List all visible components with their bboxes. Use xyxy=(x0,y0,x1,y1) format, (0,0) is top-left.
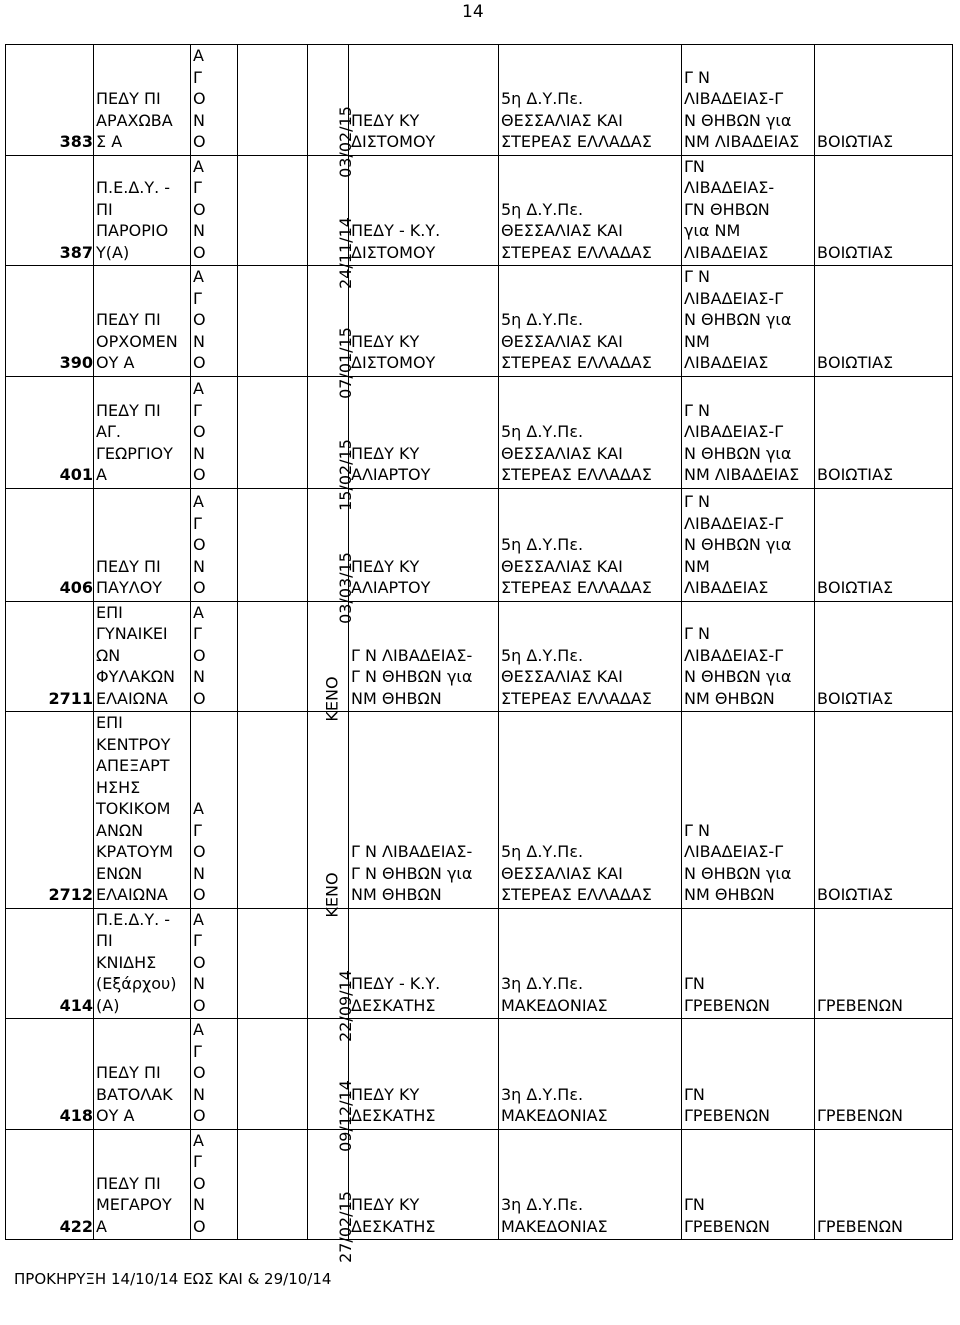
prefecture-cell: ΒΟΙΩΤΙΑΣ xyxy=(815,155,953,266)
code-cell: 383 xyxy=(6,45,94,156)
empty-cell xyxy=(238,1019,308,1130)
date-label: 03/02/15 xyxy=(335,106,355,178)
unit-type-cell: Α Γ Ο Ν Ο xyxy=(191,376,238,488)
unit-type-cell: Α Γ Ο Ν Ο xyxy=(191,155,238,266)
hospital-cell: Γ Ν ΛΙΒΑΔΕΙΑΣ-Γ Ν ΘΗΒΩΝ για ΝΜ ΛΙΒΑΔΕΙΑΣ xyxy=(682,266,815,377)
health-region-cell: 3η Δ.Υ.Πε. ΜΑΚΕΔΟΝΙΑΣ xyxy=(499,1129,682,1240)
unit-type-cell: Α Γ Ο Ν Ο xyxy=(191,601,238,712)
hospital-cell: Γ Ν ΛΙΒΑΔΕΙΑΣ-Γ Ν ΘΗΒΩΝ για ΝΜ ΛΙΒΑΔΕΙΑΣ xyxy=(682,376,815,488)
table-row xyxy=(6,1019,953,1130)
administrative-unit-cell: ΠΕΔΥ ΚΥ ΔΙΣΤΟΜΟΥ xyxy=(349,45,499,156)
table-row xyxy=(6,601,953,712)
hospital-cell: Γ Ν ΛΙΒΑΔΕΙΑΣ-Γ Ν ΘΗΒΩΝ για ΝΜ ΛΙΒΑΔΕΙΑΣ xyxy=(682,45,815,156)
unit-name-cell: Π.Ε.Δ.Υ. - ΠΙ ΚΝΙΔΗΣ (Εξάρχου) (Α) xyxy=(94,908,191,1019)
hospital-cell: ΓΝ ΛΙΒΑΔΕΙΑΣ- ΓΝ ΘΗΒΩΝ για ΝΜ ΛΙΒΑΔΕΙΑΣ xyxy=(682,155,815,266)
table-row xyxy=(6,712,953,909)
prefecture-cell: ΓΡΕΒΕΝΩΝ xyxy=(815,908,953,1019)
administrative-unit-cell: ΠΕΔΥ ΚΥ ΑΛΙΑΡΤΟΥ xyxy=(349,488,499,601)
hospital-cell: ΓΝ ΓΡΕΒΕΝΩΝ xyxy=(682,1019,815,1130)
administrative-unit-cell: ΠΕΔΥ - Κ.Υ. ΔΕΣΚΑΤΗΣ xyxy=(349,908,499,1019)
health-region-cell: 5η Δ.Υ.Πε. ΘΕΣΣΑΛΙΑΣ ΚΑΙ ΣΤΕΡΕΑΣ ΕΛΛΑΔΑΣ xyxy=(499,155,682,266)
code-cell: 422 xyxy=(6,1129,94,1240)
hospital-cell: Γ Ν ΛΙΒΑΔΕΙΑΣ-Γ Ν ΘΗΒΩΝ για ΝΜ ΘΗΒΩΝ xyxy=(682,601,815,712)
health-region-cell: 3η Δ.Υ.Πε. ΜΑΚΕΔΟΝΙΑΣ xyxy=(499,1019,682,1130)
date-cell xyxy=(308,908,355,1042)
date-label: 27/02/15 xyxy=(335,1190,355,1263)
date-label: ΚΕΝΟ xyxy=(322,872,342,918)
empty-cell xyxy=(238,908,308,1019)
hospital-cell: ΓΝ ΓΡΕΒΕΝΩΝ xyxy=(682,908,815,1019)
table-row xyxy=(6,266,953,377)
date-label: ΚΕΝΟ xyxy=(322,675,342,722)
unit-type-cell: Α Γ Ο Ν Ο xyxy=(191,266,238,377)
empty-cell xyxy=(238,1129,308,1240)
code-cell: 418 xyxy=(6,1019,94,1130)
unit-name-cell: Π.Ε.Δ.Υ. - ΠΙ ΠΑΡΟΡΙΟ Υ(Α) xyxy=(94,155,191,266)
unit-name-cell: ΠΕΔΥ ΠΙ ΑΓ. ΓΕΩΡΓΙΟΥ Α xyxy=(94,376,191,488)
empty-cell xyxy=(238,376,308,488)
code-cell: 2712 xyxy=(6,712,94,909)
unit-name-cell: ΠΕΔΥ ΠΙ ΒΑΤΟΛΑΚ ΟΥ Α xyxy=(94,1019,191,1130)
health-region-cell: 5η Δ.Υ.Πε. ΘΕΣΣΑΛΙΑΣ ΚΑΙ ΣΤΕΡΕΑΣ ΕΛΛΑΔΑΣ xyxy=(499,488,682,601)
unit-type-cell: Α Γ Ο Ν Ο xyxy=(191,1019,238,1130)
date-cell xyxy=(308,45,355,178)
date-label: 22/09/14 xyxy=(335,969,355,1042)
prefecture-cell: ΒΟΙΩΤΙΑΣ xyxy=(815,45,953,156)
footer-note: ΠΡΟΚΗΡΥΞΗ 14/10/14 ΕΩΣ ΚΑΙ & 29/10/14 xyxy=(14,1270,332,1288)
hospital-cell: Γ Ν ΛΙΒΑΔΕΙΑΣ-Γ Ν ΘΗΒΩΝ για ΝΜ ΛΙΒΑΔΕΙΑΣ xyxy=(682,488,815,601)
date-label: 09/12/14 xyxy=(335,1080,355,1152)
unit-name-cell: ΠΕΔΥ ΠΙ ΟΡΧΟΜΕΝ ΟΥ Α xyxy=(94,266,191,377)
health-region-cell: 5η Δ.Υ.Πε. ΘΕΣΣΑΛΙΑΣ ΚΑΙ ΣΤΕΡΕΑΣ ΕΛΛΑΔΑΣ xyxy=(499,376,682,488)
administrative-unit-cell: Γ Ν ΛΙΒΑΔΕΙΑΣ- Γ Ν ΘΗΒΩΝ για ΝΜ ΘΗΒΩΝ xyxy=(349,601,499,712)
unit-name-cell: ΕΠΙ ΚΕΝΤΡΟΥ ΑΠΕΞΑΡΤ ΗΣΗΣ ΤΟΚΙΚΟΜ ΑΝΩΝ ΚΡΑΤΟΥΜ ΕΝΩΝ ΕΛΑΙΩΝΑ xyxy=(94,712,191,909)
date-label: 24/11/14 xyxy=(335,216,355,289)
administrative-unit-cell: ΠΕΔΥ ΚΥ ΑΛΙΑΡΤΟΥ xyxy=(349,376,499,488)
health-region-cell: 5η Δ.Υ.Πε. ΘΕΣΣΑΛΙΑΣ ΚΑΙ ΣΤΕΡΕΑΣ ΕΛΛΑΔΑΣ xyxy=(499,712,682,909)
code-cell: 406 xyxy=(6,488,94,601)
prefecture-cell: ΒΟΙΩΤΙΑΣ xyxy=(815,712,953,909)
unit-type-cell: Α Γ Ο Ν Ο xyxy=(191,488,238,601)
prefecture-cell: ΓΡΕΒΕΝΩΝ xyxy=(815,1019,953,1130)
date-label: 15/02/15 xyxy=(335,439,355,511)
prefecture-cell: ΓΡΕΒΕΝΩΝ xyxy=(815,1129,953,1240)
prefecture-cell: ΒΟΙΩΤΙΑΣ xyxy=(815,601,953,712)
date-cell xyxy=(308,712,349,918)
empty-cell xyxy=(238,155,308,266)
empty-cell xyxy=(238,45,308,156)
hospital-cell: ΓΝ ΓΡΕΒΕΝΩΝ xyxy=(682,1129,815,1240)
unit-type-cell: Α Γ Ο Ν Ο xyxy=(191,45,238,156)
page-number: 14 xyxy=(462,2,484,22)
administrative-unit-cell: ΠΕΔΥ - Κ.Υ. ΔΙΣΤΟΜΟΥ xyxy=(349,155,499,266)
unit-name-cell: ΠΕΔΥ ΠΙ ΠΑΥΛΟΥ xyxy=(94,488,191,601)
administrative-unit-cell: ΠΕΔΥ ΚΥ ΔΕΣΚΑΤΗΣ xyxy=(349,1129,499,1240)
hospital-cell: Γ Ν ΛΙΒΑΔΕΙΑΣ-Γ Ν ΘΗΒΩΝ για ΝΜ ΘΗΒΩΝ xyxy=(682,712,815,909)
table-row xyxy=(6,45,953,156)
prefecture-cell: ΒΟΙΩΤΙΑΣ xyxy=(815,376,953,488)
unit-type-cell: Α Γ Ο Ν Ο xyxy=(191,908,238,1019)
health-region-cell: 5η Δ.Υ.Πε. ΘΕΣΣΑΛΙΑΣ ΚΑΙ ΣΤΕΡΕΑΣ ΕΛΛΑΔΑΣ xyxy=(499,266,682,377)
empty-cell xyxy=(238,488,308,601)
health-region-cell: 5η Δ.Υ.Πε. ΘΕΣΣΑΛΙΑΣ ΚΑΙ ΣΤΕΡΕΑΣ ΕΛΛΑΔΑΣ xyxy=(499,601,682,712)
unit-name-cell: ΠΕΔΥ ΠΙ ΜΕΓΑΡΟΥ Α xyxy=(94,1129,191,1240)
code-cell: 390 xyxy=(6,266,94,377)
health-region-cell: 5η Δ.Υ.Πε. ΘΕΣΣΑΛΙΑΣ ΚΑΙ ΣΤΕΡΕΑΣ ΕΛΛΑΔΑΣ xyxy=(499,45,682,156)
code-cell: 387 xyxy=(6,155,94,266)
code-cell: 401 xyxy=(6,376,94,488)
prefecture-cell: ΒΟΙΩΤΙΑΣ xyxy=(815,266,953,377)
unit-type-cell: Α Γ Ο Ν Ο xyxy=(191,712,238,909)
code-cell: 414 xyxy=(6,908,94,1019)
date-label: 03/03/15 xyxy=(335,552,355,624)
table-row xyxy=(6,155,953,266)
date-label: 07/01/15 xyxy=(335,327,355,399)
code-cell: 2711 xyxy=(6,601,94,712)
unit-name-cell: ΕΠΙ ΓΥΝΑΙΚΕΙ ΩΝ ΦΥΛΑΚΩΝ ΕΛΑΙΩΝΑ xyxy=(94,601,191,712)
prefecture-cell: ΒΟΙΩΤΙΑΣ xyxy=(815,488,953,601)
table-row xyxy=(6,488,953,601)
positions-table xyxy=(5,44,953,1263)
unit-name-cell: ΠΕΔΥ ΠΙ ΑΡΑΧΩΒΑ Σ Α xyxy=(94,45,191,156)
table-row xyxy=(6,376,953,488)
empty-cell xyxy=(238,266,308,377)
empty-cell xyxy=(238,601,308,712)
unit-type-cell: Α Γ Ο Ν Ο xyxy=(191,1129,238,1240)
administrative-unit-cell: Γ Ν ΛΙΒΑΔΕΙΑΣ- Γ Ν ΘΗΒΩΝ για ΝΜ ΘΗΒΩΝ xyxy=(349,712,499,909)
empty-cell xyxy=(238,712,308,909)
table-row xyxy=(6,1129,953,1240)
table-row xyxy=(6,908,953,1019)
health-region-cell: 3η Δ.Υ.Πε. ΜΑΚΕΔΟΝΙΑΣ xyxy=(499,908,682,1019)
administrative-unit-cell: ΠΕΔΥ ΚΥ ΔΕΣΚΑΤΗΣ xyxy=(349,1019,499,1130)
administrative-unit-cell: ΠΕΔΥ ΚΥ ΔΙΣΤΟΜΟΥ xyxy=(349,266,499,377)
